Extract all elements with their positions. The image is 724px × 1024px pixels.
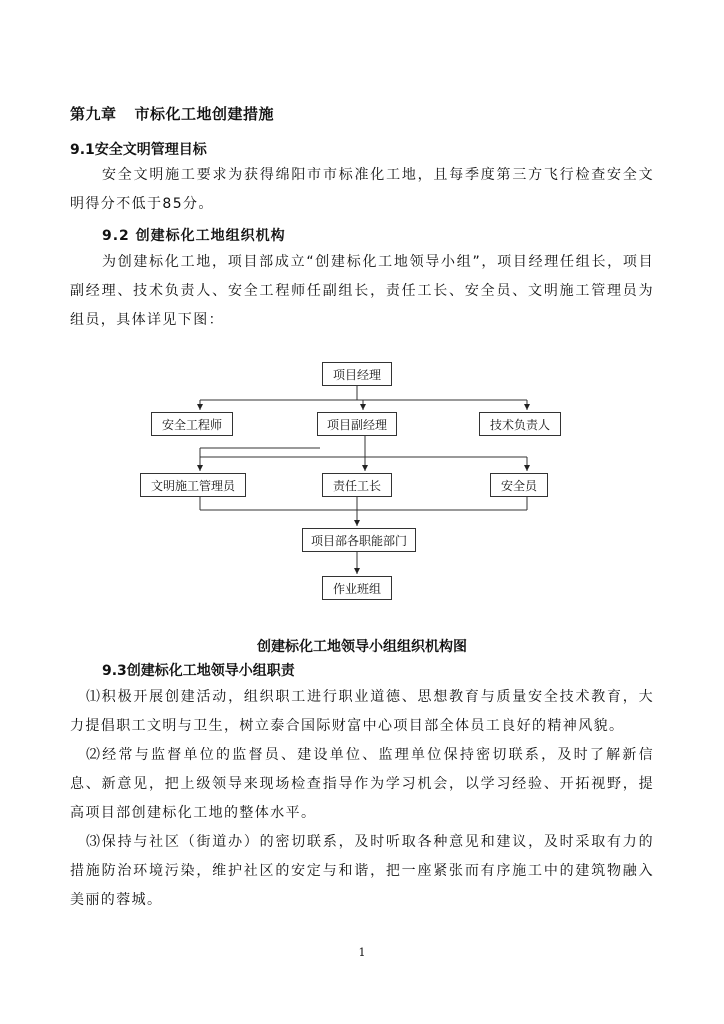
- chapter-number: 第九章: [70, 105, 117, 123]
- section-9-1-paragraph: 安全文明施工要求为获得绵阳市市标准化工地，且每季度第三方飞行检查安全文明得分不低于85分。: [70, 167, 654, 212]
- org-node-safety-officer: 安全员: [490, 473, 548, 497]
- page-number: 1: [358, 946, 366, 959]
- org-node-civil-construction-admin: 文明施工管理员: [140, 473, 246, 497]
- org-node-project-manager: 项目经理: [322, 362, 392, 386]
- org-node-foreman: 责任工长: [322, 473, 392, 497]
- duty-item-2: ⑵经常与监督单位的监督员、建设单位、监理单位保持密切联系，及时了解新信息、新意见，把上级领导来现场检查指导作为学习机会，以学习经验、开拓视野，提高项目部创建标化工地的整体水平。: [70, 747, 654, 821]
- org-node-deputy-manager: 项目副经理: [317, 412, 397, 436]
- section-9-3-heading: 9.3创建标化工地领导小组职责: [102, 663, 295, 679]
- org-node-safety-engineer: 安全工程师: [151, 412, 233, 436]
- duty-item-3: ⑶保持与社区（街道办）的密切联系，及时听取各种意见和建议，及时采取有力的措施防治环境污染，维护社区的安定与和谐，把一座紧张而有序施工中的建筑物融入美丽的蓉城。: [70, 834, 654, 908]
- org-node-work-team: 作业班组: [322, 576, 392, 600]
- section-9-2-heading: 9.2 创建标化工地组织机构: [102, 228, 286, 244]
- org-node-functional-departments: 项目部各职能部门: [302, 528, 416, 552]
- section-9-2-paragraph: 为创建标化工地，项目部成立“创建标化工地领导小组”，项目经理任组长，项目副经理、技术负责人、安全工程师任副组长，责任工长、安全员、文明施工管理员为组员，具体详见下图：: [70, 254, 654, 328]
- org-node-technical-lead: 技术负责人: [479, 412, 561, 436]
- org-chart-caption: 创建标化工地领导小组组织机构图: [257, 639, 467, 655]
- chapter-title: 市标化工地创建措施: [134, 105, 275, 123]
- duty-item-1: ⑴积极开展创建活动，组织职工进行职业道德、思想教育与质量安全技术教育，大力提倡职工文明与卫生，树立泰合国际财富中心项目部全体员工良好的精神风貌。: [70, 689, 654, 734]
- section-9-1-heading: 9.1安全文明管理目标: [70, 142, 207, 158]
